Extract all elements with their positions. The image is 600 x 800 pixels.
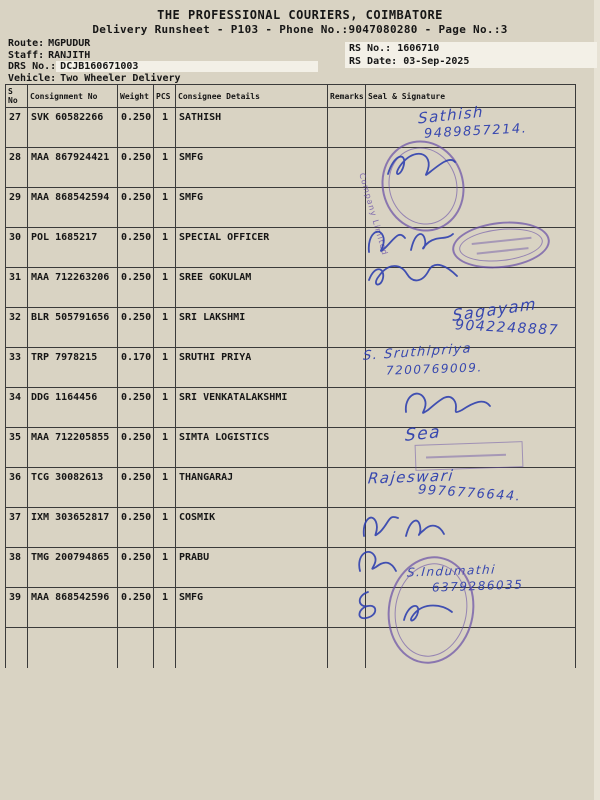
cell-signature [366,548,576,588]
header-row [6,85,576,108]
cell-remarks [328,188,366,228]
cell-pcs: 1 [154,188,176,228]
cell-consignment: SVK 60582266 [28,108,118,148]
cell-remarks [328,268,366,308]
cell-signature [366,508,576,548]
cell-remarks [328,548,366,588]
cell-consignment: TCG 30082613 [28,468,118,508]
table-row [6,588,576,628]
cell-pcs: 1 [154,548,176,588]
table-row [6,508,576,548]
cell-consignment: MAA 712205855 [28,428,118,468]
staff-line [8,50,318,62]
drs-value: DCJB160671003 [56,61,318,72]
rs-date-label: RS Date: [349,55,398,67]
cell-sno: 35 [6,428,28,468]
cell-weight: 0.250 [118,188,154,228]
cell-sno: 36 [6,468,28,508]
cell-pcs: 1 [154,268,176,308]
cell-signature [366,428,576,468]
drs-line [8,61,318,73]
cell-weight: 0.250 [118,268,154,308]
drs-label: DRS No.: [8,61,57,72]
cell-consignee: SMFG [176,148,328,188]
cell-sno: 39 [6,588,28,628]
cell-pcs: 1 [154,308,176,348]
cell-consignee: PRABU [176,548,328,588]
column-header-consignee: Consignee Details [176,85,328,108]
table-row [6,148,576,188]
rs-date-value: 03-Sep-2025 [403,55,470,67]
signature-row-33-name: S. Sruthipriya [362,341,473,364]
cell-signature [366,308,576,348]
signature-row-36-phone: 9976776644. [417,482,522,505]
column-header-remarks: Remarks [328,85,366,108]
cell-remarks [328,388,366,428]
cell-weight: 0.250 [118,308,154,348]
cell-remarks [328,108,366,148]
cell-signature [366,348,576,388]
vehicle-line [8,73,318,85]
signature-row-27-name: Sathish [418,102,484,128]
cell-signature [366,588,576,628]
rs-no-label: RS No.: [349,43,392,54]
cell-consignment: BLR 505791656 [28,308,118,348]
cell-consignment: TMG 200794865 [28,548,118,588]
cell-sno: 29 [6,188,28,228]
signature-row-32-name: Sagayam [452,293,537,326]
cell-consignee: COSMIK [176,508,328,548]
cell-pcs: 1 [154,348,176,388]
cell-sno: 33 [6,348,28,388]
cell-consignment: MAA 868542596 [28,588,118,628]
staff-value: RANJITH [48,49,91,61]
table-row [6,108,576,148]
cell-consignee: SRUTHI PRIYA [176,348,328,388]
cell-weight: 0.250 [118,508,154,548]
signature-row-35-name: Sea [404,422,442,446]
signature-row-38-name: S.Indumathi [406,562,497,580]
cell-pcs: 1 [154,228,176,268]
cell-weight: 0.170 [118,348,154,388]
cell-weight: 0.250 [118,468,154,508]
cell-sno: 30 [6,228,28,268]
consignment-table [5,84,576,668]
table-row [6,308,576,348]
company-stamp-text: Company Limited [357,172,390,257]
signature-row-33-phone: 7200769009. [385,360,483,378]
cell-sno: 27 [6,108,28,148]
cell-consignee: SREE GOKULAM [176,268,328,308]
cell-pcs: 1 [154,588,176,628]
runsheet-subtitle: Delivery Runsheet - P103 - Phone No.:9047080280 - Page No.:3 [92,23,508,36]
signature-row-27-phone: 9489857214. [423,121,528,142]
cell-consignment: MAA 867924421 [28,148,118,188]
signature-row-36-name: Rajeswari [367,466,456,488]
cell-weight: 0.250 [118,148,154,188]
table-row [6,228,576,268]
cell-consignment: TRP 7978215 [28,348,118,388]
cell-consignee: SPECIAL OFFICER [176,228,328,268]
cell-sno: 37 [6,508,28,548]
route-label: Route: [8,38,45,49]
staff-label: Staff: [8,49,45,61]
cell-pcs: 1 [154,388,176,428]
cell-consignment: POL 1685217 [28,228,118,268]
cell-remarks [328,508,366,548]
cell-consignment: MAA 712263206 [28,268,118,308]
vehicle-label: Vehicle: [8,72,57,84]
cell-sno: 32 [6,308,28,348]
route-value: MGPUDUR [48,38,91,49]
cell-remarks [328,348,366,388]
signature-row-32-phone: 9042248887 [454,317,560,339]
table-filler-row [6,628,576,668]
table-row [6,548,576,588]
column-header-consignment: Consignment No [28,85,118,108]
cell-weight: 0.250 [118,428,154,468]
cell-consignee: SMFG [176,588,328,628]
cell-pcs: 1 [154,508,176,548]
route-line [8,38,318,50]
cell-sno: 31 [6,268,28,308]
cell-signature [366,228,576,268]
rs-no-value: 1606710 [397,43,440,54]
cell-signature [366,468,576,508]
cell-consignment: MAA 868542594 [28,188,118,228]
column-header-weight: Weight [118,85,154,108]
scan-edge [594,0,600,800]
cell-signature [366,388,576,428]
column-header-signature: Seal & Signature [366,85,576,108]
cell-consignment: IXM 303652817 [28,508,118,548]
signature-row-38-phone: 6379286035 [431,577,524,595]
cell-weight: 0.250 [118,108,154,148]
rs-info-block [345,42,597,68]
cell-signature [366,188,576,228]
cell-remarks [328,148,366,188]
table-row [6,188,576,228]
cell-sno: 34 [6,388,28,428]
cell-sno: 28 [6,148,28,188]
cell-pcs: 1 [154,428,176,468]
cell-consignee: SRI VENKATALAKSHMI [176,388,328,428]
rs-date-line [349,56,593,69]
table-row [6,468,576,508]
rs-no-line [349,43,593,56]
column-header-sno: S No [6,85,28,108]
vehicle-value: Two Wheeler Delivery [60,72,181,84]
cell-consignee: SATHISH [176,108,328,148]
cell-pcs: 1 [154,148,176,188]
table-row [6,268,576,308]
cell-remarks [328,468,366,508]
column-header-pcs: PCS [154,85,176,108]
cell-remarks [328,228,366,268]
table-row [6,388,576,428]
cell-consignee: SMFG [176,188,328,228]
table-row [6,348,576,388]
cell-signature [366,108,576,148]
cell-consignee: SRI LAKSHMI [176,308,328,348]
cell-sno: 38 [6,548,28,588]
cell-pcs: 1 [154,108,176,148]
cell-signature [366,148,576,188]
cell-signature [366,268,576,308]
table-row [6,428,576,468]
cell-remarks [328,588,366,628]
cell-remarks [328,428,366,468]
cell-weight: 0.250 [118,588,154,628]
cell-weight: 0.250 [118,548,154,588]
cell-consignee: THANGARAJ [176,468,328,508]
cell-weight: 0.250 [118,228,154,268]
cell-consignee: SIMTA LOGISTICS [176,428,328,468]
company-title: THE PROFESSIONAL COURIERS, COIMBATORE [157,8,443,22]
info-block [8,38,318,84]
cell-pcs: 1 [154,468,176,508]
cell-weight: 0.250 [118,388,154,428]
cell-remarks [328,308,366,348]
cell-consignment: DDG 1164456 [28,388,118,428]
